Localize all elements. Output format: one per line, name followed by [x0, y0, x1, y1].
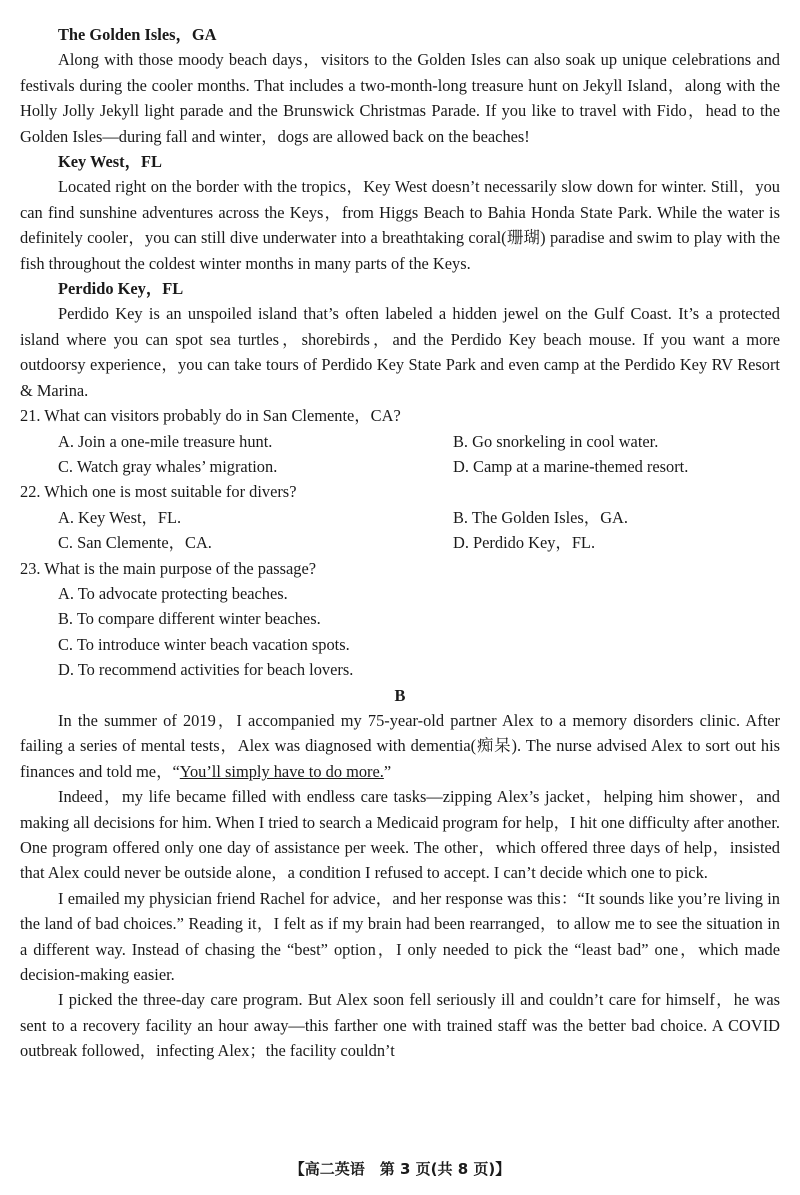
section-perdido-key [20, 276, 780, 403]
option-b[interactable]: B. The Golden Isles，GA. [453, 507, 628, 527]
paragraph-b3: I emailed my physician friend Rachel for advice，and her response was this：“It sounds like you’re living in the land of bad choices.” Reading it，I felt as if my brain had been rearranged，to allow me to see the situation in a different way. Instead of chasing the “best” option，I only needed to pick the “least bad” one，which made decision-making easier. [20, 888, 780, 985]
underlined-quote: You’ll simply have to do more. [179, 761, 384, 781]
option-a[interactable]: A. To advocate protecting beaches. [58, 583, 288, 603]
passage-b-label: B [394, 685, 406, 705]
option-c[interactable]: C. San Clemente，CA. [58, 533, 212, 553]
option-a[interactable]: A. Key West，FL. [58, 507, 182, 527]
option-d[interactable]: D. To recommend activities for beach lovers. [58, 660, 354, 680]
option-d[interactable]: D. Perdido Key，FL. [453, 533, 596, 553]
section-key-west [20, 149, 780, 276]
page-content [20, 22, 780, 1064]
paragraph-key-west: Located right on the border with the tropics，Key West doesn’t necessarily slow down for winter. Still，you can find sunshine adventures across the Keys，from Higgs Beach to Bahia Honda State Park. While the water is definitely cooler，you can still dive underwater into a breathtaking coral(珊瑚) paradise and swim to play with the fish throughout the coldest winter months in many parts of the Keys. [20, 177, 780, 273]
question-23 [20, 556, 780, 683]
options-grid [20, 505, 780, 556]
option-d[interactable]: D. Camp at a marine-themed resort. [453, 456, 689, 476]
heading-golden-isles: The Golden Isles，GA [58, 25, 217, 44]
question-stem: 22. Which one is most suitable for divers? [20, 482, 297, 502]
question-stem: 21. What can visitors probably do in San Clemente，CA? [20, 406, 401, 426]
option-b[interactable]: B. Go snorkeling in cool water. [453, 431, 659, 451]
paragraph-b1 [20, 708, 780, 784]
paragraph-perdido-key: Perdido Key is an unspoiled island that’s often labeled a hidden jewel on the Gulf Coast. It’s a protected island where you can spot sea turtles，shorebirds，and the Perdido Key beach mouse. If you want a more outdoorsy experience，you can take tours of Perdido Key State Park and even camp at the Perdido Key RV Resort & Marina. [20, 304, 780, 400]
paragraph-golden-isles: Along with those moody beach days，visitors to the Golden Isles can also soak up unique celebrations and festivals during the cooler months. That includes a two-month-long treasure hunt on Jekyll Island，along with the Holly Jolly Jekyll light parade and the Brunswick Christmas Parade. If you like to travel with Fido，head to the Golden Isles—during fall and winter，dogs are allowed back on the beaches! [20, 50, 780, 146]
question-21 [20, 403, 780, 479]
heading-perdido-key: Perdido Key，FL [58, 279, 184, 299]
paragraph-b2: Indeed，my life became filled with endless care tasks—zipping Alex’s jacket，helping him shower，and making all decisions for him. When I tried to search a Medicaid program for help，I hit one difficulty after another. One program offered only one day of assistance per week. The other，which offered three days of help，insisted that Alex could never be outside alone，a condition I refused to accept. I can’t decide which one to pick. [20, 787, 780, 883]
page-footer: 【高二英语 第 3 页(共 8 页)】 [289, 1160, 511, 1178]
option-c[interactable]: C. Watch gray whales’ migration. [58, 456, 278, 476]
closing-quote: ” [383, 761, 392, 781]
options-grid [20, 429, 780, 480]
heading-key-west: Key West，FL [58, 152, 162, 172]
section-golden-isles [20, 22, 780, 149]
option-a[interactable]: A. Join a one-mile treasure hunt. [58, 431, 273, 451]
option-b[interactable]: B. To compare different winter beaches. [58, 609, 321, 629]
question-stem: 23. What is the main purpose of the passage? [20, 558, 317, 578]
question-22 [20, 479, 780, 555]
option-c[interactable]: C. To introduce winter beach vacation spots. [58, 634, 350, 654]
paragraph-b4: I picked the three-day care program. But Alex soon fell seriously ill and couldn’t care for himself，he was sent to a recovery facility an hour away—this farther one with trained staff was the better bad choice. A COVID outbreak followed，infecting Alex；the facility couldn’t [20, 990, 780, 1061]
paragraph-b1-text: In the summer of 2019，I accompanied my 75-year-old partner Alex to a memory disorders clinic. After failing a series of mental tests，Alex was diagnosed with dementia(痴呆). The nurse advised Alex to sort out his finances and told me，“ [20, 710, 780, 781]
